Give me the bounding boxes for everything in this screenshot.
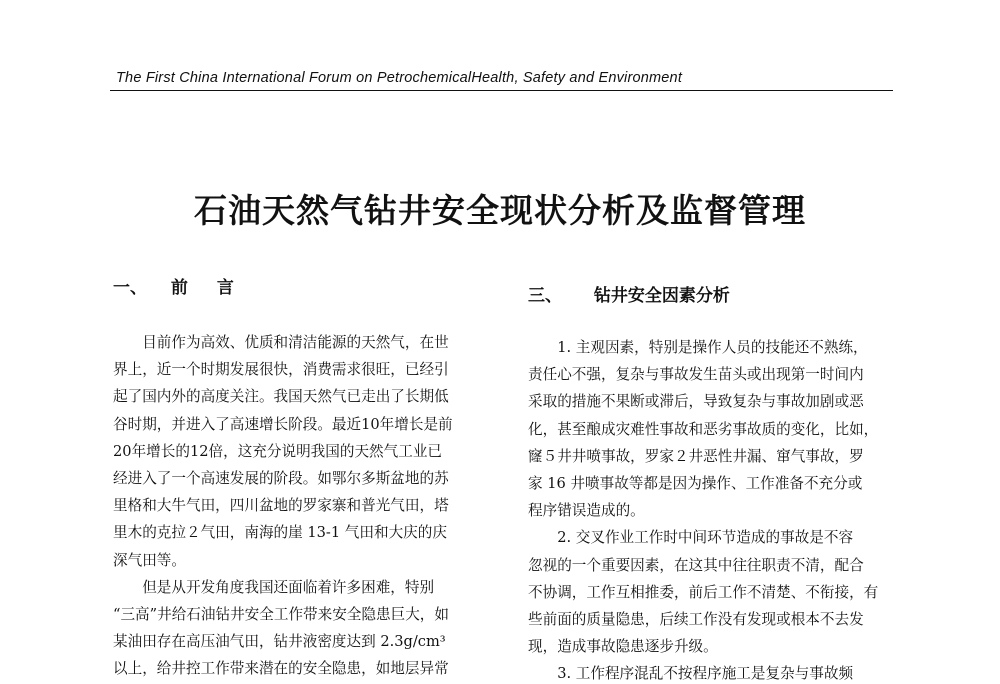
paper-title: 石油天然气钻井安全现状分析及监督管理: [194, 191, 806, 230]
text-line: 责任心不强，复杂与事故发生苗头或出现第一时间内: [528, 366, 864, 384]
text-line: 采取的措施不果断或滞后，导致复杂与事故加剧或恶: [528, 393, 864, 411]
text-line: 2. 交叉作业工作时中间环节造成的事故是不容: [528, 529, 854, 547]
text-line: “三高”井给石油钻井安全工作带来安全隐患巨大，如: [113, 606, 449, 623]
text-line: 里格和大牛气田，四川盆地的罗家寨和普光气田，塔: [113, 497, 449, 515]
text-line: 经进入了一个高速发展的阶段。如鄂尔多斯盆地的苏: [113, 470, 449, 487]
journal-header: The First China International Forum on PetrochemicalHealth, Safety and Environment: [116, 70, 683, 86]
section-number: 三、: [528, 286, 562, 306]
text-line: 窿５井井喷事故，罗家２井恶性井漏、窜气事故，罗: [528, 447, 864, 465]
text-line: 起了国内外的高度关注。我国天然气已走出了长期低: [113, 388, 449, 406]
text-line: 现，造成事故隐患逐步升级。: [528, 638, 718, 656]
text-line: 忽视的一个重要因素，在这其中往往职责不清，配合: [528, 556, 864, 574]
text-line: 界上，近一个时期发展很快，消费需求很旺，已经引: [113, 361, 449, 379]
section-title: 前 言: [170, 278, 240, 298]
text-line: 但是从开发角度我国还面临着许多困难，特别: [113, 578, 435, 596]
text-line: 3. 工作程序混乱不按程序施工是复杂与事故频: [528, 665, 854, 683]
text-line: 谷时期，并进入了高速增长阶段。最近10年增长是前: [113, 415, 453, 433]
section-heading-3: [528, 281, 730, 306]
text-line: 以上，给井控工作带来潜在的安全隐患，如地层异常: [113, 660, 449, 678]
text-line: 些前面的质量隐患，后续工作没有发现或根本不去发: [528, 611, 864, 628]
section-number: 一、: [113, 278, 147, 298]
text-line: 不协调，工作互相推委，前后工作不清楚、不衔接，有: [528, 583, 879, 601]
section-title: 钻井安全因素分析: [593, 286, 730, 306]
text-line: 家 16 井喷事故等都是因为操作、工作准备不充分或: [528, 475, 863, 492]
text-line: 20年增长的12倍，这充分说明我国的天然气工业已: [113, 442, 443, 460]
header-rule: [110, 90, 893, 91]
section-heading-1: [113, 273, 240, 298]
text-line: 1. 主观因素，特别是操作人员的技能还不熟练，: [528, 339, 868, 356]
text-line: 某油田存在高压油气田，钻井液密度达到 2.3g/cm³: [113, 633, 446, 651]
text-line: 程序错误造成的。: [528, 502, 645, 520]
text-line: 里木的克拉２气田，南海的崖 13-1 气田和大庆的庆: [113, 524, 447, 542]
text-line: 目前作为高效、优质和清洁能源的天然气，在世: [113, 334, 449, 351]
text-line: 化，甚至酿成灾难性事故和恶劣事故质的变化，比如，: [528, 420, 879, 438]
text-line: 深气田等。: [113, 551, 186, 569]
